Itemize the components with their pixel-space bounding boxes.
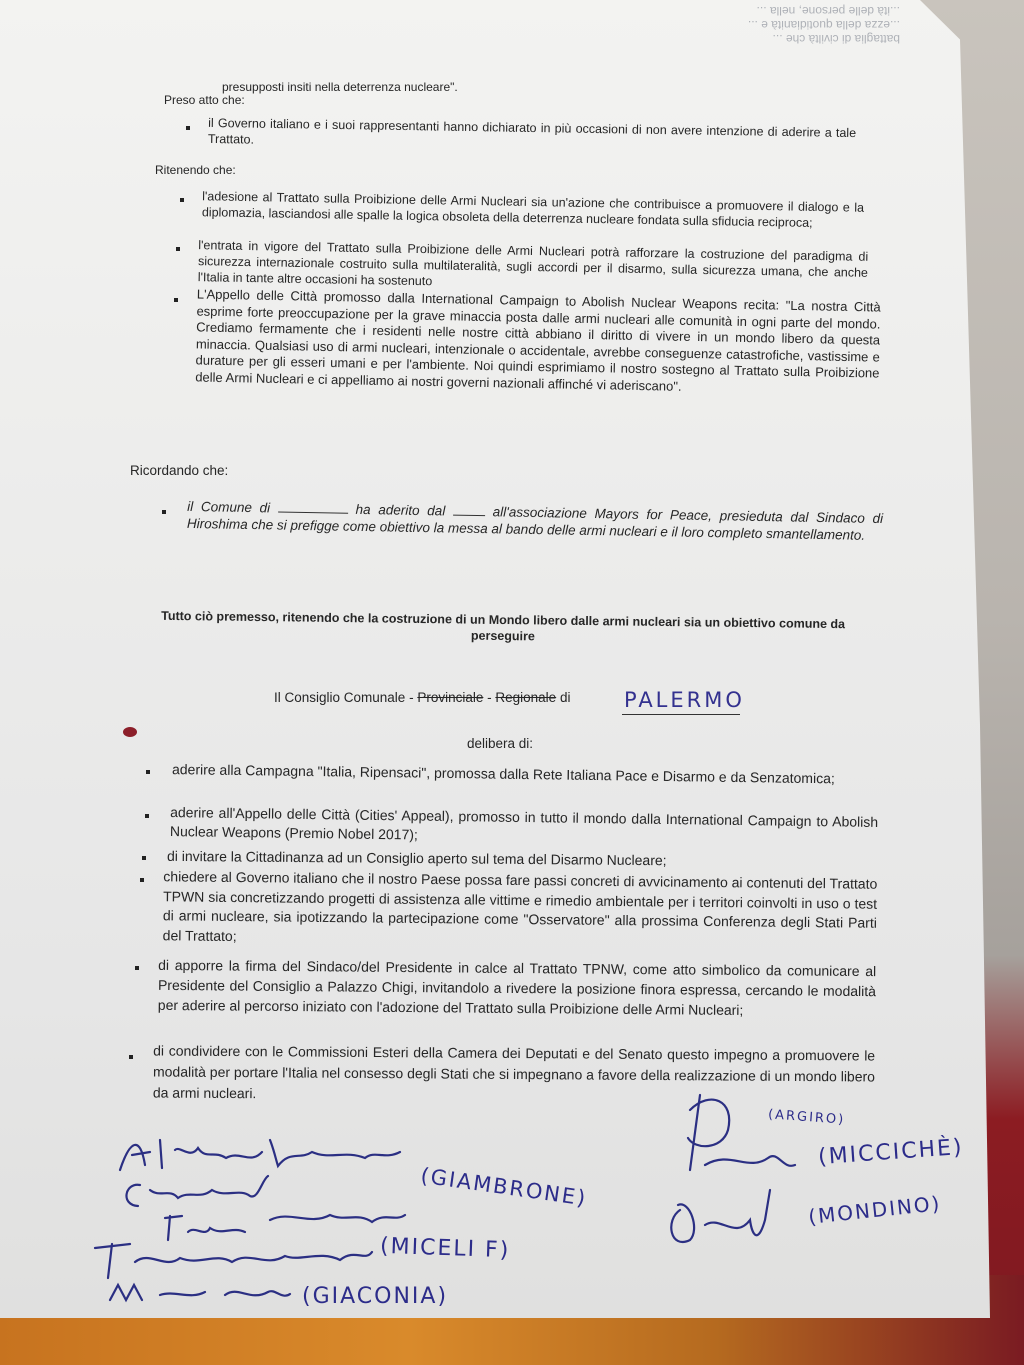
intro-quote: presupposti insiti nella deterrenza nucleare".	[222, 80, 458, 94]
ritenendo-item-1: l'adesione al Trattato sulla Proibizione delle Armi Nucleari sia un'azione che contribuisce a promuovere il dialogo e la diplomazia, lasciandosi alle spalle la logica obsoleta della deterrenza nucleare fondata sulla sfiducia reciproca;	[201, 189, 865, 230]
signature-micciche-print: (MICCICHÈ)	[817, 1134, 965, 1171]
signature-argiro-print: (ARGIRO)	[767, 1107, 846, 1128]
ritenendo-heading: Ritenendo che:	[155, 163, 236, 177]
delibera-heading: delibera di:	[467, 736, 534, 751]
ricordando-part-2: ha aderito dal	[355, 501, 446, 519]
consiglio-prefix: Il Consiglio Comunale -	[274, 690, 414, 705]
signature-giaconia-print: (GIACONIA)	[302, 1284, 449, 1309]
ricordando-heading: Ricordando che:	[130, 463, 229, 478]
premesso-statement: Tutto ciò premesso, ritenendo che la costruzione di un Mondo libero dalle armi nucleari sia un obiettivo comune da perseguire	[161, 608, 846, 643]
preso-atto-item: il Governo italiano e i suoi rappresentanti hanno dichiarato in più occasioni di non avere intenzione di aderire a tale Trattato.	[207, 115, 857, 147]
consiglio-separator: -	[487, 690, 496, 705]
show-through-text: battaglia di civiltà che ... ...ezza della quotidianità e ... ...ità delle persone, nella ...	[747, 4, 900, 46]
delibera-item-4: chiedere al Governo italiano che il nostro Paese possa fare passi concreti di avvicinamento ai contenuti del Trattato TPWN sia concretizzando progetti di assistenza alle vittime e rimedio ambientale per i territori coinvolti in uso o test di armi nucleare, sia ipotizzando la partecipazione come "Osservatore" alla prossima Conferenza degli Stati Parti del Trattato;	[162, 868, 878, 944]
ricordando-part-3: all'associazione Mayors for Peace, presieduta dal Sindaco di Hiroshima che si prefigge come obiettivo la messa al bando delle armi nucleari e il loro completo smantellamento.	[186, 504, 884, 543]
provinciale-struck: Provinciale	[417, 690, 484, 705]
signature-giambrone-print: (GIAMBRONE)	[419, 1163, 589, 1211]
handwritten-city: PALERMO	[624, 688, 745, 712]
preso-atto-heading: Preso atto che:	[164, 93, 245, 107]
delibera-item-1: aderire alla Campagna "Italia, Ripensaci", promossa dalla Rete Italiana Pace e Disarmo e da Senzatomica;	[171, 761, 835, 787]
regionale-struck: Regionale	[495, 690, 557, 705]
ritenendo-item-2: l'entrata in vigore del Trattato sulla Proibizione delle Armi Nucleari potrà rafforzare la costruzione del paradigma di sicurezza internazionale costruito sulla multilateralità, sugli accordi per il disarmo, sulla sicurezza umana, che anche l'Italia in tante altre occasioni ha sostenuto	[197, 238, 869, 289]
consiglio-di: di	[559, 690, 571, 705]
delibera-item-3: di invitare la Cittadinanza ad un Consiglio aperto sul tema del Disarmo Nucleare;	[166, 847, 667, 869]
ritenendo-item-3: L'Appello delle Città promosso dalla International Campaign to Abolish Nuclear Weapons recita: "La nostra Città esprime forte preoccupazione per la grave minaccia posta dalle armi nucleari alle comunità in ogni parte del mondo. Crediamo fermamente che i residenti nelle nostre città abbiano il diritto di vivere in un mondo libero da questa minaccia. Qualsiasi uso di armi nucleari, intenzionale o accidentale, avrebbe conseguenze catastrofiche, vastissime e durature per gli esseri umani e per l'ambiente. Noi quindi esprimiamo il nostro sostegno al Trattato sulla Proibizione delle Armi Nucleari e ci appelliamo ai nostri governi nazionali affinché vi aderiscano".	[195, 286, 881, 394]
delibera-item-5: di apporre la firma del Sindaco/del Presidente in calce al Trattato TPNW, come atto simbolico da comunicare al Presidente del Consiglio a Palazzo Chigi, invitandolo a rivedere la posizione finora espressa, cercando le modalità per aderire al percorso iniziato con l'adozione del Trattato sulla Proibizione delle Armi Nucleari;	[157, 956, 877, 1018]
signature-miceli-print: (MICELI F)	[379, 1233, 511, 1264]
delibera-item-2: aderire all'Appello delle Città (Cities' Appeal), promosso in tutto il mondo dalla International Campaign to Abolish Nuclear Weapons (Premio Nobel 2017);	[169, 804, 879, 843]
signature-mondino-print: (MONDINO)	[807, 1191, 943, 1229]
ricordando-part-1: il Comune di	[187, 498, 271, 516]
delibera-item-6: di condividere con le Commissioni Esteri della Camera dei Deputati e del Senato questo impegno a promuovere le modalità per portare l'Italia nel consesso degli Stati che si impegnano a favore della realizzazione di un mondo libero da armi nucleari.	[152, 1042, 876, 1102]
